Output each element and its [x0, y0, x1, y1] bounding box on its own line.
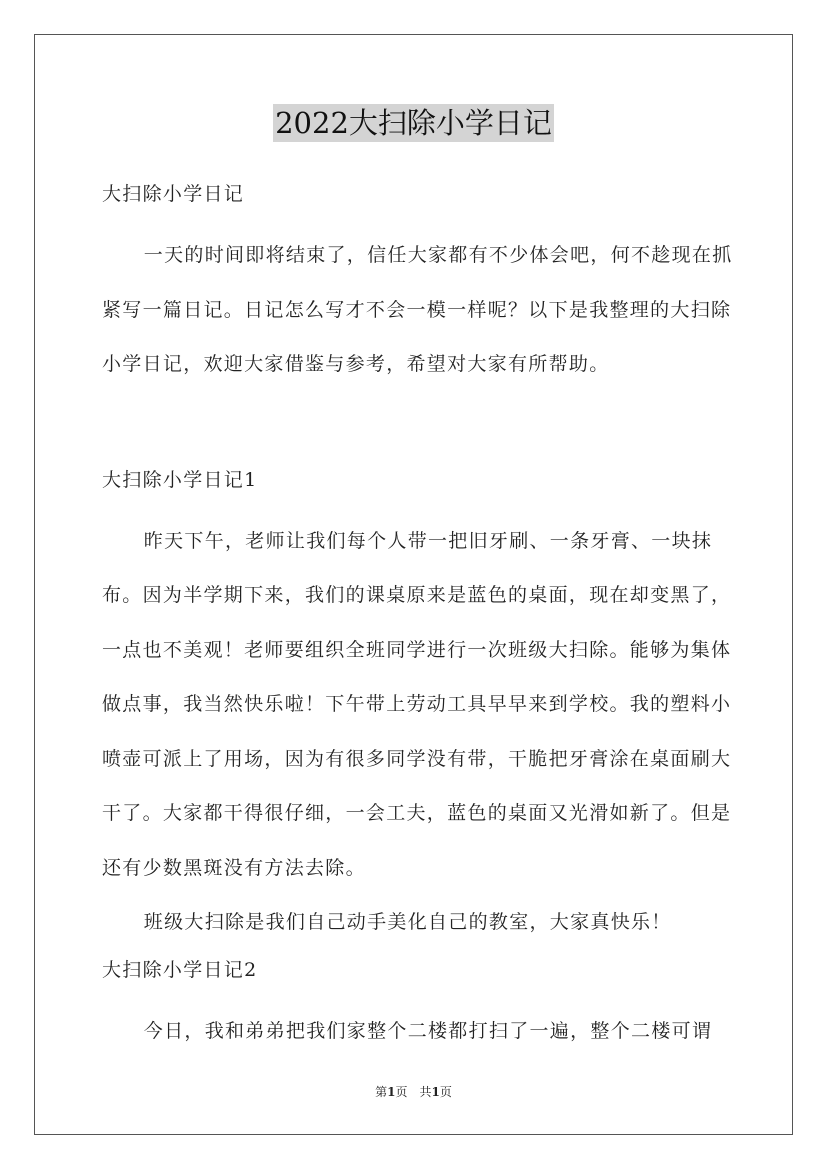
section-heading: 大扫除小学日记2: [102, 958, 258, 981]
page-footer: [0, 1083, 827, 1100]
intro-paragraph: 一天的时间即将结束了，信任大家都有不少体会吧，何不趁现在抓紧写一篇日记。日记怎么写才不会一模一样呢？以下是我整理的大扫除小学日记，欢迎大家借鉴与参考，希望对大家有所帮助。: [102, 244, 733, 375]
document-body: [102, 174, 742, 1058]
footer-page-current: 1: [387, 1085, 396, 1099]
document-title-wrap: [0, 104, 827, 142]
footer-suffix: 页: [439, 1085, 452, 1099]
footer-prefix: 第: [375, 1085, 388, 1099]
document-title: 2022大扫除小学日记: [275, 106, 552, 140]
footer-mid: 页 共: [395, 1085, 432, 1099]
section-paragraph: 班级大扫除是我们自己动手美化自己的教室，大家真快乐！: [143, 911, 672, 933]
section-paragraph: 昨天下午，老师让我们每个人带一把旧牙刷、一条牙膏、一块抹布。因为半学期下来，我们的课桌原来是蓝色的桌面，现在却变黑了，一点也不美观！老师要组织全班同学进行一次班级大扫除。能够为集体做点事，我当然快乐啦！下午带上劳动工具早早来到学校。我的塑料小喷壶可派上了用场，因为有很多同学没有带，干脆把牙膏涂在桌面刷大干了。大家都干得很仔细，一会工夫，蓝色的桌面又光滑如新了。但是还有少数黑斑没有方法去除。: [102, 529, 732, 879]
section-heading: 大扫除小学日记1: [102, 468, 258, 491]
section-paragraph: 今日，我和弟弟把我们家整个二楼都打扫了一遍，整个二楼可谓: [143, 1019, 713, 1042]
footer-page-total: 1: [431, 1085, 440, 1099]
intro-heading: 大扫除小学日记: [102, 183, 245, 205]
